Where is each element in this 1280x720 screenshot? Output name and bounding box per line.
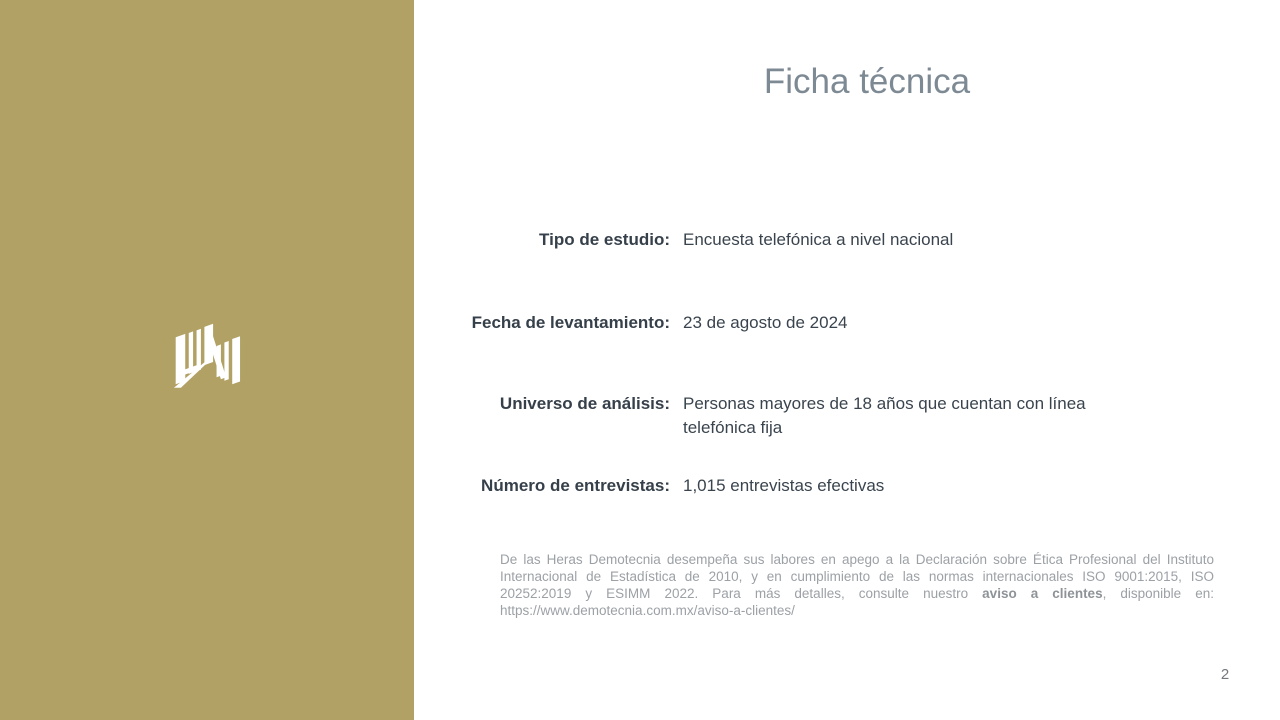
disclaimer-bold-text: aviso a clientes <box>982 586 1103 601</box>
ethics-disclaimer <box>500 551 1214 619</box>
field-value: 23 de agosto de 2024 <box>683 313 848 332</box>
field-row-universo-de-analisis <box>420 392 1230 440</box>
field-row-fecha-de-levantamiento <box>420 311 1230 335</box>
page-title: Ficha técnica <box>763 62 971 101</box>
disclaimer-text: De las Heras Demotecnia desempeña sus labores en apego a la Declaración sobre Ética Profesional del Instituto Internacional de Estadística de 2010, y en cumplimiento de las normas internacionales ISO 9001:2015, ISO 20252:2019 y ESIMM 2022. Para más detalles, consulte nuestro <box>500 552 1214 601</box>
field-label: Fecha de levantamiento: <box>471 313 670 332</box>
disclaimer-text-end: , disponible en: https://www.demotecnia.com.mx/aviso-a-clientes/ <box>500 586 1214 618</box>
field-value: Encuesta telefónica a nivel nacional <box>683 230 954 249</box>
field-row-tipo-de-estudio <box>420 228 1230 252</box>
field-row-numero-de-entrevistas <box>420 474 1230 498</box>
field-label: Tipo de estudio: <box>539 230 670 249</box>
field-value: 1,015 entrevistas efectivas <box>683 476 885 495</box>
field-label: Número de entrevistas: <box>481 476 670 495</box>
page-number: 2 <box>1220 666 1230 683</box>
field-value: Personas mayores de 18 años que cuentan con línea telefónica fija <box>683 394 1086 437</box>
field-label: Universo de análisis: <box>499 394 670 413</box>
